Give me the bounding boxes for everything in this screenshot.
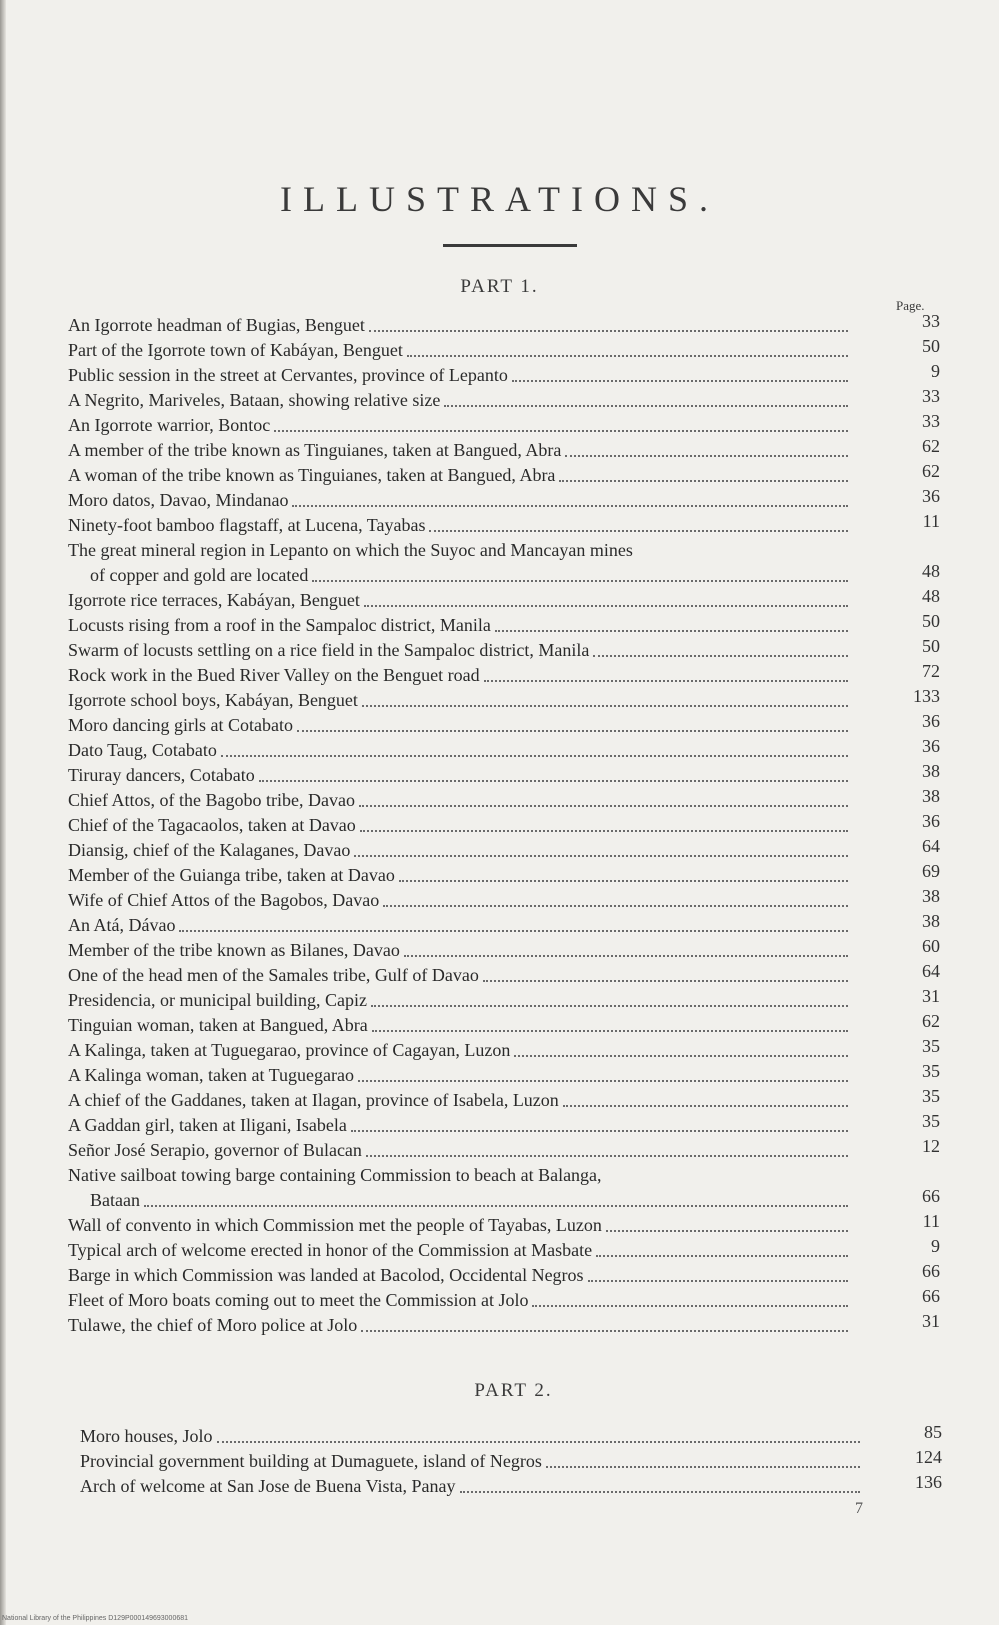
- illustration-caption: Diansig, chief of the Kalaganes, Davao: [68, 840, 351, 860]
- list-item: [80, 1474, 942, 1499]
- illustration-caption: Igorrote rice terraces, Kabáyan, Benguet: [68, 590, 360, 610]
- dot-leader: [483, 980, 848, 982]
- illustration-caption: An Igorrote warrior, Bontoc: [68, 415, 271, 435]
- page-reference: 48: [922, 586, 940, 606]
- page-reference: 48: [922, 561, 940, 581]
- page-reference: 36: [922, 736, 940, 756]
- dot-leader: [460, 1491, 860, 1493]
- list-item: [68, 1038, 940, 1063]
- page-reference: 62: [922, 436, 940, 456]
- illustration-caption: Tiruray dancers, Cotabato: [68, 765, 255, 785]
- dot-leader: [593, 655, 848, 657]
- list-item: [68, 838, 940, 863]
- list-item: [68, 788, 940, 813]
- part2-heading: PART 2.: [474, 1380, 553, 1401]
- illustration-caption: Tinguian woman, taken at Bangued, Abra: [68, 1015, 368, 1035]
- page-reference: 31: [922, 986, 940, 1006]
- dot-leader: [429, 530, 848, 532]
- part1-illustration-list: [68, 313, 940, 1338]
- illustration-caption: Dato Taug, Cotabato: [68, 740, 217, 760]
- page-number: 7: [855, 1500, 863, 1517]
- list-item: [68, 1163, 940, 1213]
- list-item: [68, 438, 940, 463]
- illustration-caption: Locusts rising from a roof in the Sampaloc district, Manila: [68, 615, 491, 635]
- illustration-caption: A Kalinga woman, taken at Tuguegarao: [68, 1065, 354, 1085]
- page-reference: 50: [922, 611, 940, 631]
- page-reference: 72: [922, 661, 940, 681]
- dot-leader: [372, 1030, 848, 1032]
- part2-illustration-list: [80, 1424, 942, 1499]
- page-reference: 33: [922, 386, 940, 406]
- dot-leader: [364, 605, 848, 607]
- dot-leader: [563, 1105, 848, 1107]
- list-item: [68, 1313, 940, 1338]
- page-reference: 38: [922, 886, 940, 906]
- dot-leader: [292, 505, 848, 507]
- page-reference: 12: [922, 1136, 940, 1156]
- page-reference: 11: [922, 1211, 940, 1231]
- illustration-caption: Señor José Serapio, governor of Bulacan: [68, 1140, 362, 1160]
- illustration-caption: Arch of welcome at San Jose de Buena Vista, Panay: [80, 1476, 456, 1496]
- page-reference: 136: [915, 1472, 942, 1492]
- list-item: [68, 613, 940, 638]
- page-reference: 33: [922, 411, 940, 431]
- illustration-caption: Fleet of Moro boats coming out to meet the Commission at Jolo: [68, 1290, 529, 1310]
- illustration-caption: A Kalinga, taken at Tuguegarao, province of Cagayan, Luzon: [68, 1040, 511, 1060]
- illustration-caption: Rock work in the Bued River Valley on the Benguet road: [68, 665, 480, 685]
- dot-leader: [274, 430, 848, 432]
- illustration-caption: Moro houses, Jolo: [80, 1426, 213, 1446]
- list-item: [68, 463, 940, 488]
- list-item: [68, 338, 940, 363]
- list-item: [80, 1449, 942, 1474]
- page-reference: 38: [922, 911, 940, 931]
- illustration-caption: A Negrito, Mariveles, Bataan, showing relative size: [68, 390, 441, 410]
- dot-leader: [484, 680, 848, 682]
- page-reference: 66: [922, 1286, 940, 1306]
- page-edge-shadow: [0, 0, 6, 1625]
- page-reference: 50: [922, 336, 940, 356]
- dot-leader: [596, 1255, 848, 1257]
- dot-leader: [217, 1441, 860, 1443]
- list-item: [68, 488, 940, 513]
- dot-leader: [312, 580, 848, 582]
- page-reference: 9: [931, 361, 940, 381]
- illustration-caption: Typical arch of welcome erected in honor of the Commission at Masbate: [68, 1240, 593, 1260]
- illustration-caption: Member of the Guianga tribe, taken at Davao: [68, 865, 395, 885]
- page-reference: 64: [922, 961, 940, 981]
- illustration-caption: A woman of the tribe known as Tinguianes, taken at Bangued, Abra: [68, 465, 556, 485]
- list-item: [68, 1088, 940, 1113]
- list-item: [68, 388, 940, 413]
- dot-leader: [546, 1466, 860, 1468]
- list-item: [68, 1013, 940, 1038]
- illustration-caption: The great mineral region in Lepanto on which the Suyoc and Mancayan mines: [68, 540, 633, 560]
- list-item: [68, 363, 940, 388]
- dot-leader: [532, 1305, 848, 1307]
- page-reference: 133: [913, 686, 940, 706]
- page-reference: 36: [922, 811, 940, 831]
- list-item: [68, 1263, 940, 1288]
- page-reference: 64: [922, 836, 940, 856]
- page-reference: 11: [922, 511, 940, 531]
- page-reference: 9: [931, 1236, 940, 1256]
- dot-leader: [358, 1080, 848, 1082]
- illustration-caption: Wall of convento in which Commission met the people of Tayabas, Luzon: [68, 1215, 602, 1235]
- dot-leader: [588, 1280, 848, 1282]
- list-item: [80, 1424, 942, 1449]
- list-item: [68, 913, 940, 938]
- list-item: [68, 413, 940, 438]
- dot-leader: [359, 805, 848, 807]
- illustration-caption: Part of the Igorrote town of Kabáyan, Benguet: [68, 340, 403, 360]
- page-reference: 35: [922, 1036, 940, 1056]
- page-reference: 85: [924, 1422, 942, 1442]
- dot-leader: [404, 955, 848, 957]
- list-item: [68, 963, 940, 988]
- page-reference: 38: [922, 786, 940, 806]
- illustration-caption-continued: Bataan: [90, 1190, 140, 1210]
- dot-leader: [297, 730, 848, 732]
- list-item: [68, 863, 940, 888]
- dot-leader: [360, 830, 848, 832]
- list-item: [68, 813, 940, 838]
- list-item: [68, 588, 940, 613]
- page-reference: 35: [922, 1061, 940, 1081]
- page-title: ILLUSTRATIONS.: [280, 179, 719, 219]
- list-item: [68, 1213, 940, 1238]
- illustration-caption: Igorrote school boys, Kabáyan, Benguet: [68, 690, 358, 710]
- page-reference: 35: [922, 1086, 940, 1106]
- dot-leader: [383, 905, 848, 907]
- list-item: [68, 638, 940, 663]
- illustration-caption: Ninety-foot bamboo flagstaff, at Lucena, Tayabas: [68, 515, 426, 535]
- dot-leader: [221, 755, 848, 757]
- illustration-caption: One of the head men of the Samales tribe, Gulf of Davao: [68, 965, 479, 985]
- list-item: [68, 713, 940, 738]
- page-reference: 38: [922, 761, 940, 781]
- illustration-caption: Provincial government building at Dumaguete, island of Negros: [80, 1451, 542, 1471]
- illustration-caption: Moro datos, Davao, Mindanao: [68, 490, 289, 510]
- illustration-caption: Presidencia, or municipal building, Capiz: [68, 990, 367, 1010]
- page-reference: 50: [922, 636, 940, 656]
- list-item: [68, 888, 940, 913]
- page-reference: 60: [922, 936, 940, 956]
- library-footer-note: National Library of the Philippines D129P000149693000681: [2, 1615, 189, 1622]
- illustration-caption-continued: of copper and gold are located: [90, 565, 309, 585]
- illustration-caption: A Gaddan girl, taken at Iligani, Isabela: [68, 1115, 347, 1135]
- part1-heading: PART 1.: [460, 276, 539, 297]
- page-reference: 69: [922, 861, 940, 881]
- list-item: [68, 313, 940, 338]
- page-reference: 31: [922, 1311, 940, 1331]
- dot-leader: [606, 1230, 848, 1232]
- dot-leader: [444, 405, 848, 407]
- list-item: [68, 663, 940, 688]
- page-reference: 36: [922, 711, 940, 731]
- illustration-caption: Tulawe, the chief of Moro police at Jolo: [68, 1315, 358, 1335]
- page-reference: 62: [922, 1011, 940, 1031]
- page-column-label: Page.: [896, 298, 925, 313]
- page-reference: 124: [915, 1447, 942, 1467]
- dot-leader: [369, 330, 848, 332]
- dot-leader: [144, 1205, 848, 1207]
- page-reference: 36: [922, 486, 940, 506]
- list-item: [68, 1063, 940, 1088]
- page-reference: 35: [922, 1111, 940, 1131]
- illustration-caption: A chief of the Gaddanes, taken at Ilagan, province of Isabela, Luzon: [68, 1090, 559, 1110]
- list-item: [68, 688, 940, 713]
- dot-leader: [559, 480, 848, 482]
- page-reference: 62: [922, 461, 940, 481]
- illustration-caption: Moro dancing girls at Cotabato: [68, 715, 293, 735]
- dot-leader: [179, 930, 848, 932]
- illustration-caption: Member of the tribe known as Bilanes, Davao: [68, 940, 400, 960]
- dot-leader: [495, 630, 848, 632]
- illustration-caption: A member of the tribe known as Tinguianes, taken at Bangued, Abra: [68, 440, 562, 460]
- dot-leader: [351, 1130, 848, 1132]
- illustration-caption: An Atá, Dávao: [68, 915, 176, 935]
- dot-leader: [514, 1055, 848, 1057]
- dot-leader: [407, 355, 848, 357]
- illustration-caption: Wife of Chief Attos of the Bagobos, Davao: [68, 890, 380, 910]
- list-item: [68, 1113, 940, 1138]
- dot-leader: [259, 780, 848, 782]
- dot-leader: [565, 455, 848, 457]
- dot-leader: [399, 880, 848, 882]
- list-item: [68, 1288, 940, 1313]
- dot-leader: [362, 705, 848, 707]
- dot-leader: [354, 855, 848, 857]
- illustration-caption: Swarm of locusts settling on a rice field in the Sampaloc district, Manila: [68, 640, 590, 660]
- illustration-caption: Chief of the Tagacaolos, taken at Davao: [68, 815, 356, 835]
- illustration-caption: Public session in the street at Cervantes, province of Lepanto: [68, 365, 508, 385]
- illustration-caption: Chief Attos, of the Bagobo tribe, Davao: [68, 790, 355, 810]
- list-item: [68, 938, 940, 963]
- list-item: [68, 1138, 940, 1163]
- dot-leader: [371, 1005, 848, 1007]
- dot-leader: [512, 380, 848, 382]
- title-rule: [443, 244, 577, 247]
- page-reference: 66: [922, 1186, 940, 1206]
- dot-leader: [366, 1155, 848, 1157]
- page-reference: 33: [922, 311, 940, 331]
- list-item: [68, 763, 940, 788]
- list-item: [68, 538, 940, 588]
- illustration-caption: Barge in which Commission was landed at Bacolod, Occidental Negros: [68, 1265, 584, 1285]
- list-item: [68, 1238, 940, 1263]
- list-item: [68, 513, 940, 538]
- list-item: [68, 988, 940, 1013]
- page-reference: 66: [922, 1261, 940, 1281]
- illustration-caption: An Igorrote headman of Bugias, Benguet: [68, 315, 365, 335]
- list-item: [68, 738, 940, 763]
- illustration-caption: Native sailboat towing barge containing Commission to beach at Balanga,: [68, 1165, 602, 1185]
- dot-leader: [361, 1330, 848, 1332]
